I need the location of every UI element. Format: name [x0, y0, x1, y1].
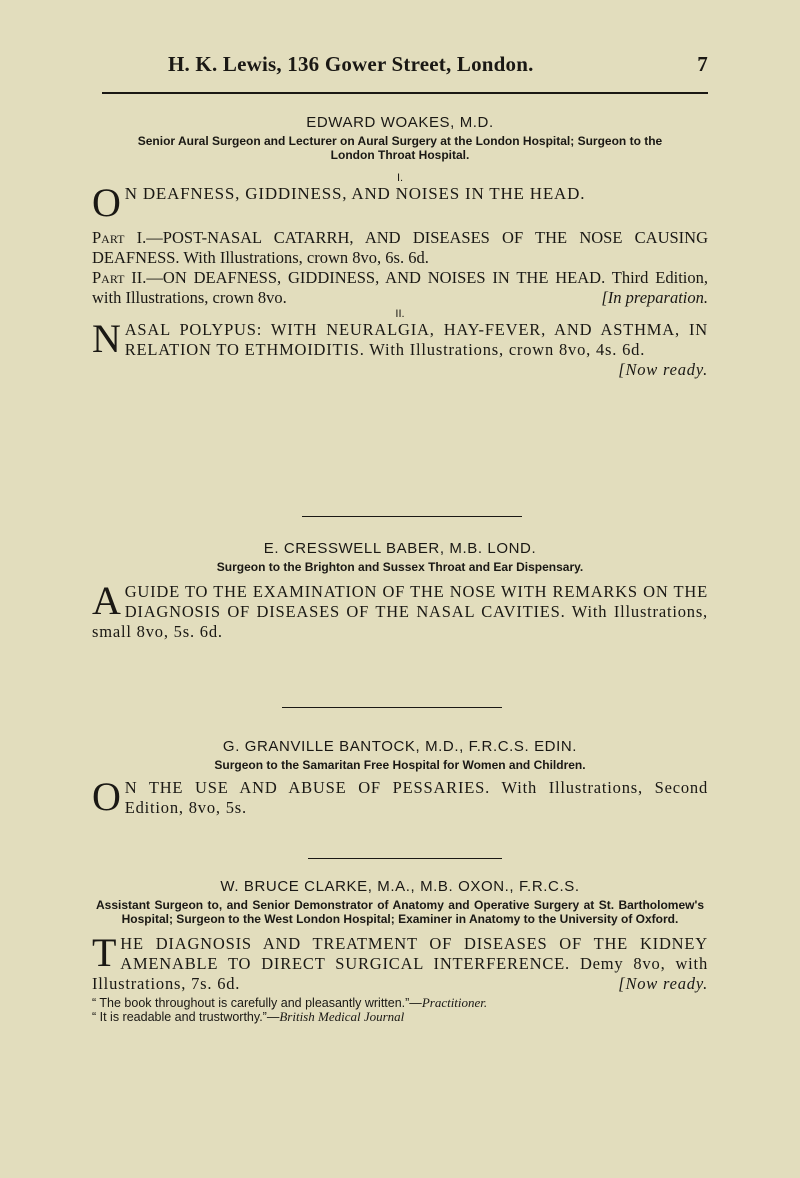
book-details: Demy 8vo, with Illustrations, 7s. 6d.: [92, 954, 708, 993]
quote-source: Practitioner.: [421, 995, 488, 1010]
author-woakes: EDWARD WOAKES, M.D.: [306, 114, 494, 131]
section-divider: [308, 858, 502, 859]
baber-section: [92, 540, 708, 642]
author-bantock: G. GRANVILLE BANTOCK, M.D., F.R.C.S. EDIN.: [222, 738, 578, 755]
affiliation-clarke: Assistant Surgeon to, and Senior Demonstrator of Anatomy and Operative Surgery at St. Bartholomew's Hospital; Surgeon to the West London Hospital; Examiner in Anatomy to the University of Oxford.: [96, 898, 704, 926]
quote-text: “ It is readable and trustworthy.”—: [92, 1010, 280, 1024]
affiliation-bantock: Surgeon to the Samaritan Free Hospital for Women and Children.: [214, 758, 586, 772]
book-title: ASAL POLYPUS: WITH NEURALGIA, HAY-FEVER, AND ASTHMA, IN RELATION TO ETHMOIDITIS.: [124, 320, 708, 359]
part-text: —POST-NASAL CATARRH, AND DISEASES OF THE NOSE CAUSING DEAFNESS. With Illustrations, crown 8vo, 6s. 6d.: [92, 228, 708, 267]
book-nasal-polypus: [92, 316, 708, 379]
dropcap: O: [92, 774, 122, 819]
section-divider: [282, 707, 502, 708]
book-nose-guide: [92, 578, 708, 642]
dropcap: T: [92, 930, 118, 975]
book-title: GUIDE TO THE EXAMINATION OF THE NOSE WITH REMARKS ON THE DIAGNOSIS OF DISEASES OF THE NASAL CAVITIES.: [124, 582, 708, 621]
dropcap: N: [92, 316, 122, 361]
numeral-i: I.: [396, 172, 404, 184]
part-label: Part II.: [92, 268, 147, 287]
numeral-ii: II.: [395, 308, 405, 320]
part-ii: [92, 268, 708, 308]
review-quote: [92, 996, 708, 1010]
page-number: 7: [697, 52, 708, 76]
author-baber: E. CRESSWELL BABER, M.B. LOND.: [263, 540, 537, 557]
book-details: With Illustrations, crown 8vo, 4s. 6d.: [369, 340, 646, 359]
status-now-ready: [Now ready.: [618, 974, 708, 993]
part-i: [92, 228, 708, 268]
section-divider: [302, 516, 522, 517]
woakes-section: [92, 114, 708, 380]
book-pessaries: [92, 774, 708, 819]
status-now-ready: [Now ready.: [618, 360, 708, 379]
bantock-section: [92, 738, 708, 818]
affiliation-woakes: Senior Aural Surgeon and Lecturer on Aural Surgery at the London Hospital; Surgeon to the London Throat Hospital.: [137, 134, 663, 162]
dropcap: A: [92, 578, 122, 623]
review-quote: [92, 1010, 708, 1024]
header-rule: [102, 92, 708, 94]
author-clarke: W. BRUCE CLARKE, M.A., M.B. OXON., F.R.C.S.: [220, 878, 580, 895]
book-kidney: [92, 930, 708, 994]
quote-source: British Medical Journal: [279, 1009, 405, 1024]
affiliation-baber: Surgeon to the Brighton and Sussex Throat and Ear Dispensary.: [216, 560, 584, 574]
quote-text: “ The book throughout is carefully and pleasantly written.”—: [92, 996, 422, 1010]
book-title: N THE USE AND ABUSE OF PESSARIES.: [124, 778, 491, 797]
clarke-section: [92, 878, 708, 1024]
book-title: N DEAFNESS, GIDDINESS, AND NOISES IN THE HEAD.: [124, 184, 586, 203]
dropcap: O: [92, 180, 122, 225]
status-in-preparation: [In preparation.: [601, 288, 708, 307]
book-deafness: [92, 180, 708, 225]
book-details: With Illustrations, small 8vo, 5s. 6d.: [92, 602, 708, 641]
book-details: With Illustrations, Second Edition, 8vo, 5s.: [124, 778, 708, 817]
part-label: Part I.: [92, 228, 147, 247]
book-title: HE DIAGNOSIS AND TREATMENT OF DISEASES OF THE KIDNEY AMENABLE TO DIRECT SURGICAL INTERFERENCE.: [120, 934, 708, 973]
running-head-title: H. K. Lewis, 136 Gower Street, London.: [168, 52, 534, 76]
part-text: —ON DEAFNESS, GIDDINESS, AND NOISES IN THE HEAD. Third Edition, with Illustrations, crown 8vo.: [92, 268, 708, 307]
